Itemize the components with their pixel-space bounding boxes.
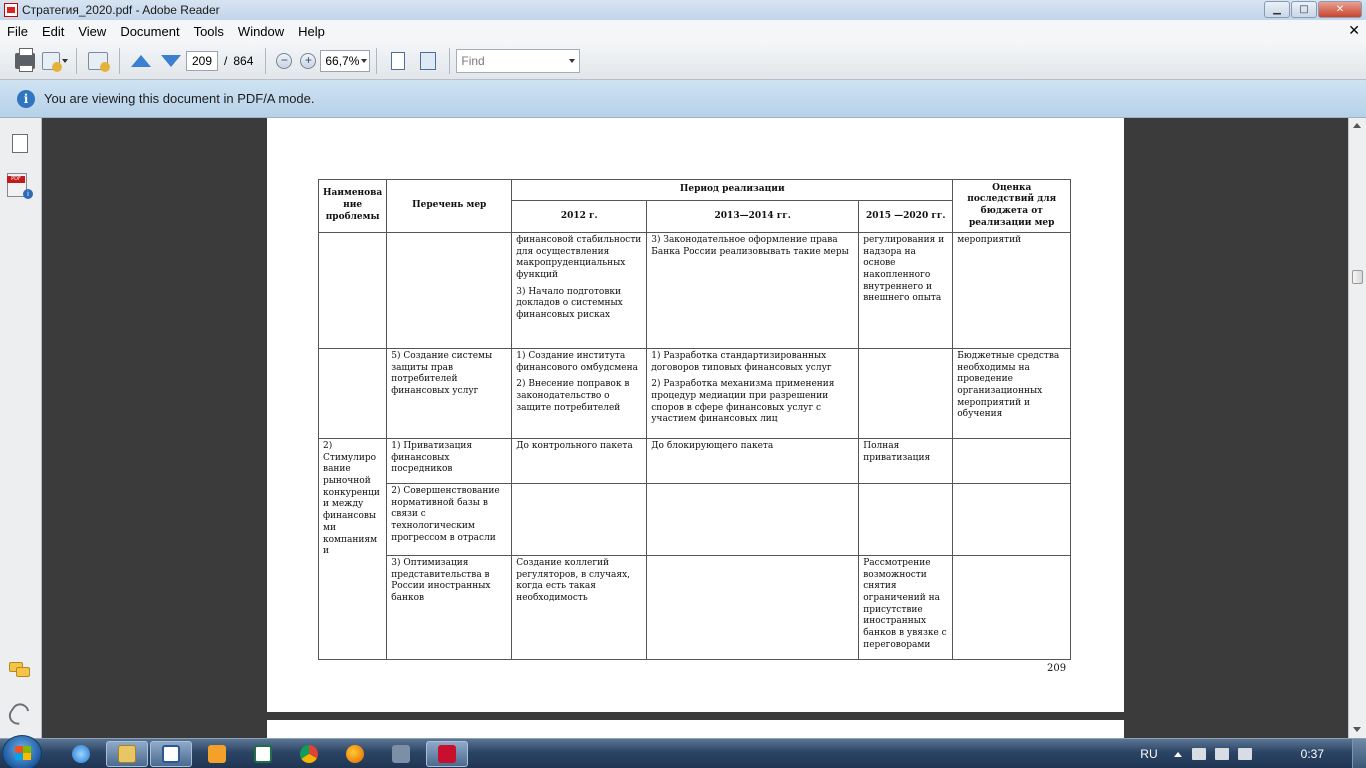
table-cell-text: 3) Законодательное оформление права Банка России реализовывать такие меры (647, 233, 859, 349)
network-status-icon[interactable] (1215, 748, 1229, 760)
language-indicator[interactable]: RU (1140, 747, 1158, 761)
window-controls (1264, 1, 1362, 18)
table-cell-text: регулирования и надзора на основе накопленного внутреннего и внешнего опыта (859, 233, 953, 349)
attachments-icon[interactable] (5, 700, 32, 728)
menu-file[interactable]: File (7, 23, 28, 39)
close-document-icon[interactable]: ✕ (1348, 22, 1360, 38)
action-center-icon[interactable] (1192, 748, 1206, 760)
menu-help[interactable]: Help (298, 23, 325, 39)
table-cell-text: До контрольного пакета (512, 439, 647, 484)
next-pdf-page (267, 720, 1124, 738)
media-player-icon (208, 745, 226, 763)
taskbar-media[interactable] (196, 741, 238, 767)
header-2015-2020: 2015 —2020 гг. (859, 201, 953, 233)
zoom-out-button[interactable]: − (276, 53, 292, 69)
folder-icon (118, 745, 136, 763)
menu-window[interactable]: Window (237, 23, 285, 39)
pdfa-label: PDF (7, 176, 25, 183)
scroll-up-icon[interactable] (1353, 123, 1361, 128)
arrow-down-icon (161, 55, 181, 67)
title-bar (0, 0, 1366, 20)
header-period: Период реализации (512, 180, 953, 201)
table-cell-text: Бюджетные средства необходимы на проведение организационных мероприятий и обучения (953, 349, 1071, 439)
adobe-reader-icon (438, 745, 456, 763)
maximize-button[interactable]: □ (1291, 1, 1317, 18)
share-button[interactable] (42, 48, 68, 74)
page-separator: / (224, 53, 228, 68)
scrollbar-thumb[interactable] (1352, 270, 1363, 284)
start-button[interactable] (2, 735, 42, 768)
previous-page-button[interactable] (128, 48, 154, 74)
table-row (319, 556, 1071, 660)
table-cell-text: мероприятий (953, 233, 1071, 349)
menu-tools[interactable]: Tools (193, 23, 224, 39)
table-cell-text: 1) Разработка стандартизированных договоров типовых финансовых услуг (651, 351, 832, 373)
info-icon: i (17, 90, 35, 108)
find-input[interactable] (456, 49, 580, 73)
pdfa-standards-icon[interactable] (7, 173, 31, 199)
taskbar-network[interactable] (380, 741, 422, 767)
system-tray (1140, 739, 1366, 768)
internet-explorer-icon (72, 745, 90, 763)
toolbar-divider (376, 48, 377, 74)
zoom-in-button[interactable]: + (300, 53, 316, 69)
scroll-down-icon[interactable] (1353, 727, 1361, 732)
table-cell-text: Полная приватизация (859, 439, 953, 484)
printer-icon (15, 53, 35, 69)
menu-view[interactable]: View (78, 23, 107, 39)
menu-bar (0, 20, 1366, 42)
pdfa-badge: i (23, 189, 33, 199)
table-cell-text: 3) Начало подготовки докладов о системных финансовых рисках (516, 286, 623, 321)
minimize-button[interactable]: ▁ (1264, 1, 1290, 18)
taskbar-ie[interactable] (60, 741, 102, 767)
header-2012: 2012 г. (512, 201, 647, 233)
share-icon (42, 52, 60, 70)
toolbar-divider (449, 48, 450, 74)
table-cell-text: 1) Создание института финансового омбудсмена (516, 351, 638, 373)
taskbar-word[interactable] (150, 741, 192, 767)
page-number-input[interactable]: 209 (186, 51, 218, 71)
show-hidden-icons-icon[interactable] (1174, 752, 1182, 757)
zoom-value: 66,7% (325, 53, 360, 68)
page-number: 209 (1047, 663, 1067, 674)
taskbar-firefox[interactable] (334, 741, 376, 767)
arrow-up-icon (131, 55, 151, 67)
collaborate-button[interactable] (85, 48, 111, 74)
windows-taskbar (0, 738, 1366, 768)
table-row (319, 349, 1071, 439)
taskbar-excel[interactable] (242, 741, 284, 767)
taskbar-explorer[interactable] (106, 741, 148, 767)
word-icon (162, 745, 180, 763)
table-cell-text: Рассмотрение возможности снятия ограничений на присутствие иностранных банков в увязке с переговорами (859, 556, 953, 660)
table-cell-text: 2) Совершенствование нормативной базы в связи с технологическим прогрессом в отрасли (387, 484, 512, 556)
info-message: You are viewing this document in PDF/A mode. (44, 91, 315, 106)
chrome-icon (300, 745, 318, 763)
table-cell-text: Создание коллегий регуляторов, в случаях, когда есть такая необходимость (512, 556, 647, 660)
chevron-down-icon (62, 59, 68, 63)
close-button[interactable]: ✕ (1318, 1, 1362, 18)
print-button[interactable] (12, 48, 38, 74)
fit-width-icon (420, 52, 436, 70)
zoom-select[interactable] (320, 50, 370, 72)
document-view[interactable] (42, 118, 1348, 738)
header-measures: Перечень мер (387, 180, 512, 233)
pdfa-info-bar (0, 80, 1366, 118)
firefox-icon (346, 745, 364, 763)
chevron-down-icon (569, 59, 575, 63)
page-total: 864 (233, 53, 254, 68)
header-2013-2014: 2013—2014 гг. (647, 201, 859, 233)
toolbar-divider (76, 48, 77, 74)
table-row (319, 484, 1071, 556)
header-problem: Наименова ние проблемы (319, 180, 387, 233)
menu-edit[interactable]: Edit (41, 23, 65, 39)
toolbar (0, 42, 1366, 80)
toolbar-divider (265, 48, 266, 74)
pdf-page (267, 118, 1124, 712)
windows-logo-icon (15, 746, 31, 760)
collaborate-icon (88, 52, 108, 70)
next-page-button[interactable] (158, 48, 184, 74)
signal-icon[interactable] (1238, 748, 1252, 760)
fit-page-button[interactable] (385, 48, 411, 74)
fit-page-icon (391, 52, 405, 70)
table-cell-text: финансовой стабильности для осуществления макропруденциальных функций (516, 235, 642, 281)
excel-icon (254, 745, 272, 763)
page-thumbnails-icon[interactable] (12, 134, 28, 153)
table-row (319, 233, 1071, 349)
table-cell-text: 2) Разработка механизма применения процедур медиации при разрешении споров в сфере финансовых услуг с участием финансовых лиц (651, 379, 835, 425)
window-title: Стратегия_2020.pdf - Adobe Reader (22, 3, 220, 17)
table-row (319, 439, 1071, 484)
network-icon (392, 745, 410, 763)
table-cell-text: 5) Создание системы защиты прав потребителей финансовых услуг (387, 349, 512, 439)
show-desktop-button[interactable] (1352, 739, 1366, 768)
vertical-scrollbar[interactable] (1348, 118, 1366, 738)
menu-document[interactable]: Document (120, 23, 180, 39)
comments-icon[interactable] (9, 662, 31, 678)
chevron-down-icon (361, 59, 367, 63)
table-cell-text: До блокирующего пакета (647, 439, 859, 484)
taskbar-adobe-reader[interactable] (426, 741, 468, 767)
table-cell-text: 1) Приватизация финансовых посредников (387, 439, 512, 484)
toolbar-divider (119, 48, 120, 74)
taskbar-chrome[interactable] (288, 741, 330, 767)
table-cell-text: 3) Оптимизация представительства в России иностранных банков (387, 556, 512, 660)
adobe-reader-icon (4, 3, 18, 17)
clock[interactable]: 0:37 (1300, 747, 1324, 761)
table-cell-text: 2) Внесение поправок в законодательство о защите потребителей (516, 379, 630, 413)
strategy-table (318, 179, 1071, 660)
table-cell-text: 2) Стимулиро вание рыночной конкуренци и между финансовы ми компаниям и (319, 439, 387, 660)
header-impact: Оценка последствий для бюджета от реализации мер (953, 180, 1071, 233)
find-placeholder: Find (461, 53, 485, 68)
fit-width-button[interactable] (415, 48, 441, 74)
navigation-panel (0, 118, 42, 738)
